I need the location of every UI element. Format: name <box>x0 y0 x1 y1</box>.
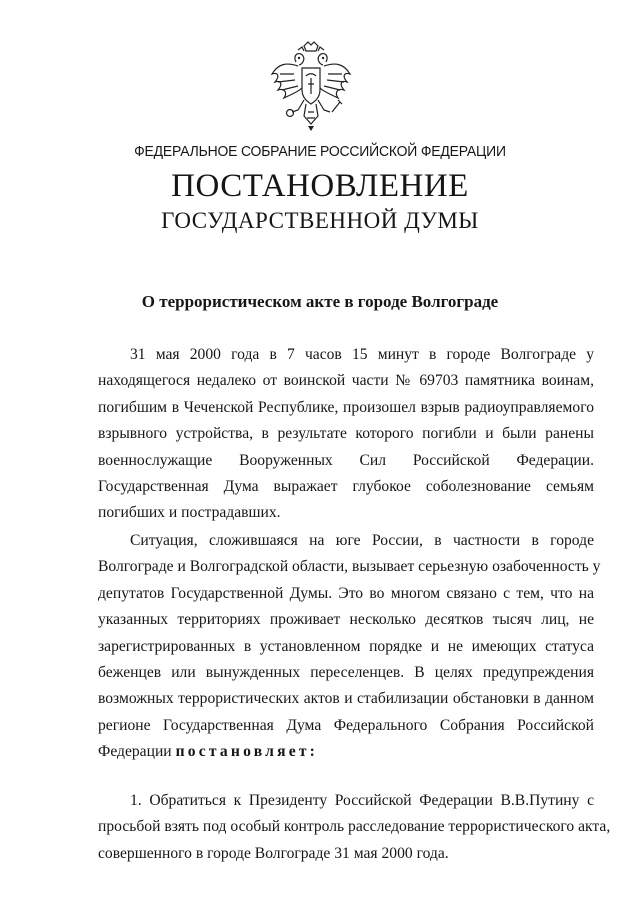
text-line: совершенного в городе Волгограде 31 мая 2000 года. <box>98 844 449 862</box>
text-line-final <box>98 739 594 765</box>
text-line: 1. Обратиться к Президенту Российской Федерации В.В.Путину с <box>130 792 594 809</box>
text-line: взрывного устройства, в результате которого погибли и были ранены <box>98 425 594 443</box>
text-line: военнослужащие Вооруженных Сил Российской Федерации. <box>98 451 594 469</box>
text-line: регионе Государственная Дума Федерального Собрания Российской <box>98 716 594 734</box>
paragraph-1 <box>98 342 594 527</box>
text-line: депутатов Государственной Думы. Это во многом связано с тем, что на <box>98 584 594 602</box>
text-line: Волгограде и Волгоградской области, вызывает серьезную озабоченность у <box>98 558 601 576</box>
text-line: находящегося недалеко от воинской части № 69703 памятника воинам, <box>98 372 594 390</box>
double-headed-eagle-icon <box>268 40 354 132</box>
text-line: указанных территориях проживает несколько десятков тысяч лиц, не <box>98 611 594 629</box>
text-line: погибшим в Чеченской Республике, произошел взрыв радиоуправляемого <box>98 398 594 416</box>
resolution-keyword: постановляет: <box>175 743 319 761</box>
text-line: зарегистрированных в установленном порядке и не имеющих статуса <box>98 637 594 655</box>
document-title: О террористическом акте в городе Волгограде <box>141 292 499 311</box>
document-type: ПОСТАНОВЛЕНИЕ <box>171 168 469 204</box>
text-line: погибших и пострадавших. <box>98 504 281 522</box>
issuer-name: ГОСУДАРСТВЕННОЙ ДУМЫ <box>161 208 479 233</box>
text-line: просьбой взять под особый контроль расследование террористического акта, <box>98 818 611 836</box>
text-fragment: Федерации <box>98 743 172 761</box>
text-line: Государственная Дума выражает глубокое соболезнование семьям <box>98 477 594 495</box>
text-line: 31 мая 2000 года в 7 часов 15 минут в городе Волгограде у <box>130 346 594 363</box>
organization-name: ФЕДЕРАЛЬНОЕ СОБРАНИЕ РОССИЙСКОЙ ФЕДЕРАЦИИ <box>134 143 506 160</box>
text-line: беженцев или вынужденных переселенцев. В целях предупреждения <box>98 663 594 681</box>
paragraph-3 <box>98 788 611 867</box>
text-line: возможных террористических актов и стабилизации обстановки в данном <box>98 690 594 708</box>
text-line: Ситуация, сложившаяся на юге России, в частности в городе <box>130 532 594 549</box>
paragraph-2 <box>98 528 601 766</box>
